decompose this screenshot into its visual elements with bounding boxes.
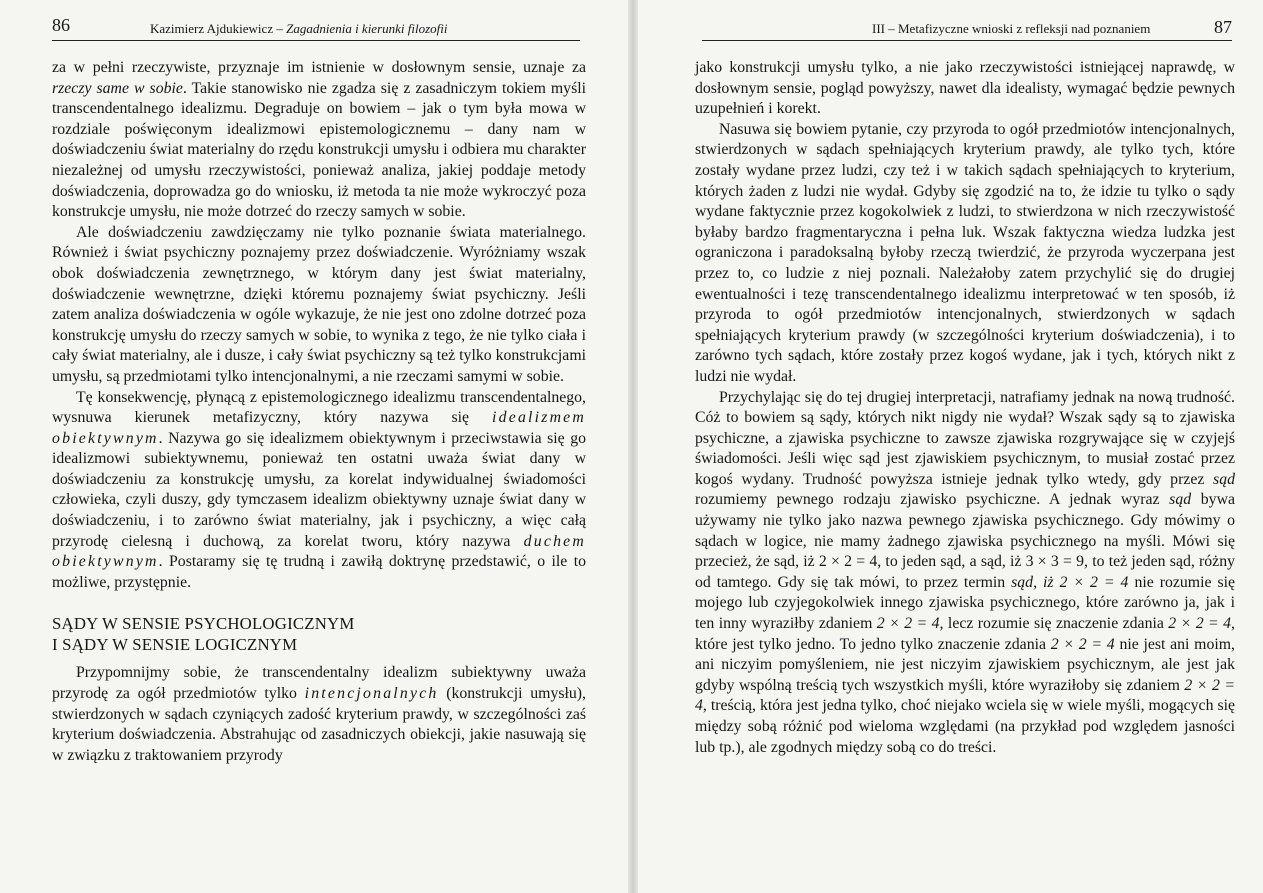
text-run: Przypomnijmy sobie, że transcendentalny idealizm subiektywny uważa przyrodę za ogół przedmiotów tylko [52,664,586,703]
section-heading-line: SĄDY W SENSIE PSYCHOLOGICZNYM [52,614,355,634]
paragraph [695,388,1235,759]
right-body-text [695,58,1235,758]
text-run: . Postaramy się tę trudną i zawiłą doktrynę przedstawić, o ile to możliwe, przystępnie. [52,553,586,591]
text-run: . Takie stanowisko nie zgadza się z zasadniczym tokiem myśli transcendentalnego idealizmu. Degraduje on bowiem – jak o tym była mowa w rozdziale poświęconym idealizmowi epistemologicznemu – dany nam w doświadczeniu świat materialny do rzędu konstrukcji umysłu i odbiera mu charakter niezależnej od umysłu rzeczywistości, ponieważ analiza, jakiej poddaje metody doświadczenia, doprowadza go do wniosku, iż metoda ta nie może wykroczyć poza konstrukcje umysłu, nie może dotrzeć do rzeczy samych w sobie. [52,79,586,221]
right-page-number: 87 [1214,17,1232,37]
paragraph [52,58,586,223]
header-author: Kazimierz Ajdukiewicz – [150,21,287,36]
italic-run: sąd [1213,470,1235,488]
text-run: za w pełni rzeczywiste, przyznaje im istnienie w dosłownym sensie, uznaje za [52,59,586,76]
left-running-header [52,14,580,41]
left-page-number: 86 [52,15,70,35]
italic-run: 2 × 2 = 4 [695,676,1236,715]
text-run: Ale doświadczeniu zawdzięczamy nie tylko poznanie świata materialnego. Również i świat psychiczny poznajemy przez doświadczenie. Wyróżniamy wszak obok doświadczenia zewnętrznego, w którym dany jest świat materialny, doświadczenie wewnętrzne, dzięki któremu poznajemy świat psychiczny. Jeśli zatem analiza doświadczenia w ogóle wykazuje, że nie jest ono zdolne dotrzeć poza konstrukcję umysłu do rzeczy samych w sobie, to wynika z tego, że nie tylko ciała i cały świat materialny, ale i dusze, i cały świat psychiczny są też tylko konstrukcjami umysłu, są przedmiotami tylko intencjonalnymi, a nie rzeczami samymi w sobie. [52,223,586,385]
paragraph [695,58,1235,120]
text-run: Przychylając się do tej drugiej interpretacji, natrafiamy jednak na nową trudność. Cóż to bowiem są sądy, których nikt nigdy nie wydał? Wszak sądy są to zjawiska psychiczne, a zjawiska psychiczne to zawsze zjawiska rozgrywające się w czyjejś świadomości. Jeśli więc sąd jest zjawiskiem psychicznym, to musiał zostać przez kogoś wydany. Trudność powyższa istnieje jednak tylko wtedy, gdy przez [695,388,1235,488]
paragraph [52,223,586,388]
text-run: , treścią, która jest jedna tylko, choć niejako wciela się w wiele myśli, mogących się między sobą różnić pod wieloma względami (na przykład pod względem jasności lub tp.), ale zgodnych między sobą co do treści. [695,697,1235,756]
italic-run: sąd [1169,491,1192,509]
text-run: , które jest tylko jedno. To jedno tylko znaczenie zdania [695,615,1235,653]
header-book-title: Zagadnienia i kierunki filozofii [286,21,448,36]
left-body-text [52,58,586,766]
italic-run: 2 × 2 = 4 [876,615,940,633]
paragraph [52,663,586,766]
italic-run: sąd, iż 2 × 2 = 4 [1011,573,1129,591]
right-header-title: III – Metafizyczne wnioski z refleksji nad poznaniem [872,21,1151,36]
text-run: jako konstrukcji umysłu tylko, a nie jako rzeczywistości istniejącej naprawdę, w dosłownym sensie, pogląd powyższy, nawet dla idealisty, wymagać będzie pewnych uzupełnień i korekt. [695,59,1235,118]
text-run: rozumiemy pewnego rodzaju zjawisko psychiczne. A jednak wyraz [695,491,1170,509]
left-header-title [150,21,448,37]
paragraph [695,120,1235,388]
section-heading [52,613,586,655]
text-run: , lecz rozumie się znaczenie zdania [939,615,1169,633]
italic-run: 2 × 2 = 4 [1168,615,1232,633]
spaced-emphasis-run: duchem obiektywnym [52,532,586,571]
text-run: Nasuwa się bowiem pytanie, czy przyroda to ogół przedmiotów intencjonalnych, stwierdzonych w sądach spełniających kryterium prawdy, ale tylko tych, które zostały wydane przez ludzi, czy też i w takich sądach spełniających to kryterium, których żaden z ludzi nie wydał. Gdyby się zgodzić na to, że idzie tu tylko o sądy wydane faktycznie przez kogokolwiek z ludzi, to stwierdzona w nich rzeczywistość byłaby bardzo fragmentaryczna i pełna luk. Wszak faktyczna wiedza ludzka jest ograniczona i paradoksalną byłoby rzeczą twierdzić, że przyroda wyczerpana jest przez to, co ludzie z niej poznali. Należałoby zatem przychylić się do drugiej ewentualności i tezę transcendentalnego idealizmu interpretować w ten sposób, iż przyroda to ogół przedmiotów intencjonalnych, stwierdzonych w sądach spełniających kryterium prawdy (w szczególności kryterium doświadczenia), i to zarówno tych sądach, które zostały przez kogoś wydane, jak i tych, których nikt z ludzi nie wydał. [695,120,1235,385]
text-run: (konstrukcji umysłu), stwierdzonych w sądach czyniących zadość kryterium prawdy, w szczególności zaś kryterium doświadczenia. Abstrahując od zasadniczych obiekcji, jakie nasuwają się w związku z traktowaniem przyrody [52,685,586,764]
paragraph [52,388,586,594]
text-run: bywa używamy nie tylko jako nazwa pewnego zjawiska psychicznego. Gdy mówimy o sądach w logice, nie mamy żadnego zjawiska psychicznego na myśli. Mówi się przecież, że sąd, iż 2 × 2 = 4, to jeden sąd, a sąd, iż 3 × 3 = 9, to też jeden sąd, różny od tamtego. Gdy się tak mówi, to przez termin [695,491,1235,591]
left-page [0,0,630,893]
spaced-emphasis-run: idealizmem obiektywnym [52,409,586,447]
text-run: . Nazywa go się idealizmem obiektywnym i przeciwstawia się go idealizmowi subiektywnemu, ponieważ ten ostatni uważa świat dany w doświadczeniu za konstrukcję umysłu, za korelat indywidualnej świadomości człowieka, czyli duszy, gdy tymczasem idealizm obiektywny uznaje świat dany w doświadczeniu, i to zarówno świat materialny, jak i psychiczny, a więc całą przyrodę cielesną i duchową, za korelat tworu, który nazywa [52,429,586,550]
right-page [636,0,1263,893]
italic-run: rzeczy same w sobie [52,79,183,97]
section-heading-line: I SĄDY W SENSIE LOGICZNYM [52,635,298,655]
text-run: nie jest ani moim, ani niczyim pomyśleniem, nie jest niczyim zjawiskiem psychicznym, ale jest jak gdyby wspólną treścią tych wszystkich myśli, które wyraziłoby się zdaniem [695,635,1235,694]
italic-run: 2 × 2 = 4 [1050,635,1115,653]
spaced-emphasis-run: intencjonalnych [304,685,439,703]
right-running-header [702,14,1232,41]
text-run: nie rozumie się mojego lub czyjegokolwiek innego zjawiska psychicznego, które zarówno ja, jak i ten inny wyraziłby zdaniem [695,573,1236,633]
text-run: Tę konsekwencję, płynącą z epistemologicznego idealizmu transcendentalnego, wysnuwa kierunek metafizyczny, który nazywa się [52,388,586,427]
